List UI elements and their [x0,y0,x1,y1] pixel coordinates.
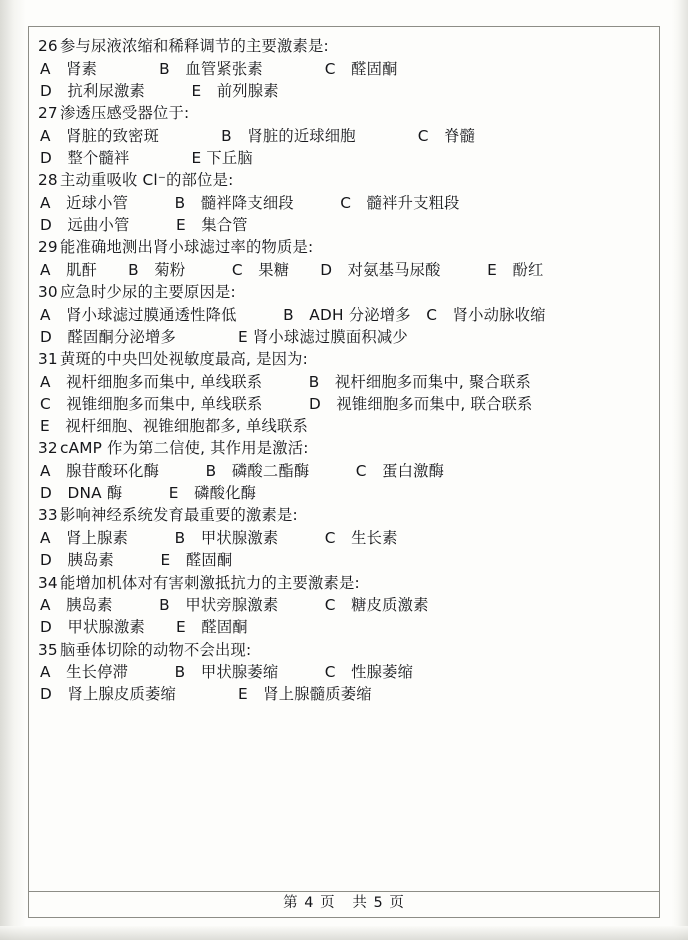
question-29-options-line-1: A 肌酐 B 菊粉 C 果糖 D 对氨基马尿酸 E 酚红 [40,260,544,279]
question-26 [38,36,652,102]
question-32-options-line-1: A 腺苷酸环化酶 B 磷酸二酯酶 C 蛋白激酶 [40,462,445,481]
question-28-options-line-2: D 远曲小管 E 集合管 [40,216,248,235]
question-33-options-line-1: A 肾上腺素 B 甲状腺激素 C 生长素 [40,529,398,548]
question-34-number: 34 [38,573,58,592]
question-26-text: 参与尿液浓缩和稀释调节的主要激素是: [60,37,329,55]
question-30-options-line-1: A 肾小球滤过膜通透性降低 B ADH 分泌增多 C 肾小动脉收缩 [40,305,546,324]
question-26-options-line-1: A 肾素 B 血管紧张素 C 醛固酮 [40,59,398,78]
question-27-text: 渗透压感受器位于: [60,104,190,123]
question-34-stem [38,573,652,595]
page-number-label: 第 4 页 共 5 页 [283,895,405,911]
question-33-options-line-2: D 胰岛素 E 醛固酮 [40,551,233,570]
scan-edge-right [672,0,688,940]
question-35-number: 35 [38,640,58,659]
question-31-number: 31 [38,350,58,369]
question-27-stem [38,103,652,125]
question-35-options-line-1: A 生长停滞 B 甲状腺萎缩 C 性腺萎缩 [40,663,414,682]
question-27-options-line-2: D 整个髓袢 E 下丘脑 [40,148,253,167]
question-31-options-line-3: E 视杆细胞、视锥细胞都多, 单线联系 [40,417,308,436]
question-27 [38,103,652,169]
question-33-stem [38,505,652,527]
question-34-options-line-2: D 甲状腺激素 E 醛固酮 [40,618,248,637]
question-30-stem [38,282,652,304]
question-29-number: 29 [38,238,58,257]
blank-writing-area [38,700,652,880]
question-35 [38,640,652,706]
question-28-number: 28 [38,171,58,190]
question-list [38,36,652,736]
question-31-options-line-1: A 视杆细胞多而集中, 单线联系 B 视杆细胞多而集中, 聚合联系 [40,372,532,391]
scan-edge-bottom [0,926,688,940]
question-32 [38,438,652,504]
question-34-options-line-1: A 胰岛素 B 甲状旁腺激素 C 糖皮质激素 [40,596,429,615]
question-29 [38,237,652,281]
question-35-options-line-2: D 肾上腺皮质萎缩 E 肾上腺髓质萎缩 [40,685,372,704]
question-33-number: 33 [38,506,58,525]
question-33 [38,505,652,571]
question-28-options-line-1: A 近球小管 B 髓袢降支细段 C 髓袢升支粗段 [40,193,460,212]
question-32-text: cAMP 作为第二信使, 其作用是激活: [60,439,309,458]
question-35-text: 脑垂体切除的动物不会出现: [60,640,252,659]
question-28 [38,170,652,236]
question-30 [38,282,652,348]
question-32-number: 32 [38,439,58,458]
question-29-stem [38,237,652,259]
question-27-options-line-1: A 肾脏的致密斑 B 肾脏的近球细胞 C 脊髓 [40,126,476,145]
question-30-text: 应急时少尿的主要原因是: [60,283,236,302]
question-31 [38,349,652,437]
question-33-text: 影响神经系统发育最重要的激素是: [60,506,298,525]
scan-edge-left [0,0,26,940]
question-26-options-line-2: D 抗利尿激素 E 前列腺素 [40,81,279,100]
page-footer [28,891,660,912]
question-32-stem [38,438,652,460]
question-30-number: 30 [38,283,58,302]
question-32-options-line-2: D DNA 酶 E 磷酸化酶 [40,484,257,503]
question-31-stem [38,349,652,371]
question-35-stem [38,640,652,662]
question-31-text: 黄斑的中央凹处视敏度最高, 是因为: [60,350,308,369]
question-29-text: 能准确地测出肾小球滤过率的物质是: [60,238,314,257]
question-27-number: 27 [38,104,58,123]
question-30-options-line-2: D 醛固酮分泌增多 E 肾小球滤过膜面积减少 [40,327,408,346]
question-34 [38,573,652,639]
question-28-text: 主动重吸收 Cl⁻的部位是: [60,171,234,190]
question-26-number: 26 [38,37,58,55]
question-26-stem [38,36,652,58]
question-34-text: 能增加机体对有害刺激抵抗力的主要激素是: [60,573,360,592]
question-31-options-line-2: C 视锥细胞多而集中, 单线联系 D 视锥细胞多而集中, 联合联系 [40,395,533,414]
question-28-stem [38,170,652,192]
